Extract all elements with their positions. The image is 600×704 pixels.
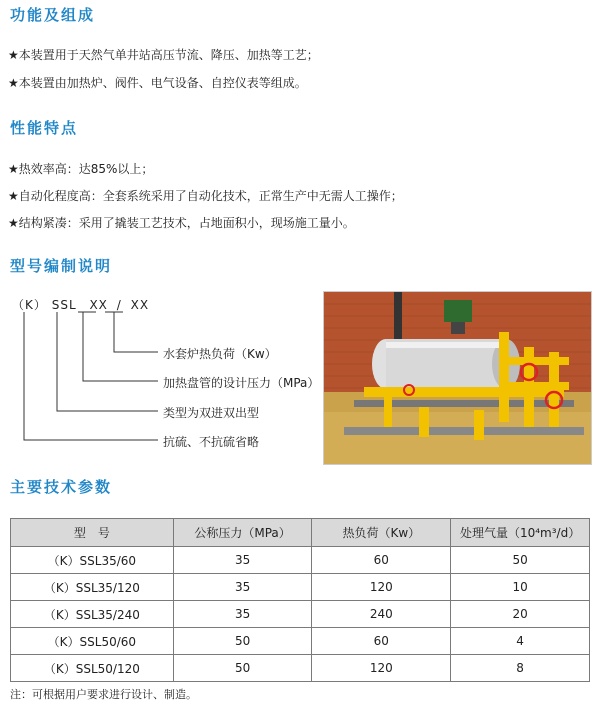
cell-gas-volume: 50 xyxy=(451,547,590,574)
header-gas-volume: 处理气量（10⁴m³/d） xyxy=(451,519,590,547)
cell-model: （K）SSL35/240 xyxy=(11,601,174,628)
legend-heat-load: 水套炉热负荷（Kw） xyxy=(163,347,277,361)
cell-heat-load: 120 xyxy=(312,655,451,682)
table-row xyxy=(11,655,590,682)
model-code-slash: / xyxy=(116,298,122,312)
cell-pressure: 35 xyxy=(173,601,312,628)
legend-sulfur: 抗硫、不抗硫省略 xyxy=(163,435,260,449)
model-code-pressure: XX xyxy=(89,298,108,312)
legend-type: 类型为双进双出型 xyxy=(163,406,260,420)
cell-gas-volume: 20 xyxy=(451,601,590,628)
features-item-1: ★热效率高：达85%以上； xyxy=(8,162,154,176)
table-row xyxy=(11,547,590,574)
params-note: 注：可根据用户要求进行设计、制造。 xyxy=(10,688,197,701)
model-code-k: （K） xyxy=(12,298,47,312)
cell-model: （K）SSL50/120 xyxy=(11,655,174,682)
features-item-3: ★结构紧凑：采用了撬装工艺技术，占地面积小，现场施工量小。 xyxy=(8,216,355,230)
section-title-features: 性能特点 xyxy=(10,119,79,137)
cell-pressure: 50 xyxy=(173,655,312,682)
section-title-model: 型号编制说明 xyxy=(10,257,113,275)
table-row xyxy=(11,628,590,655)
cell-model: （K）SSL35/120 xyxy=(11,574,174,601)
cell-pressure: 50 xyxy=(173,628,312,655)
function-item-1: ★本装置用于天然气单井站高压节流、降压、加热等工艺； xyxy=(8,48,319,62)
cell-gas-volume: 10 xyxy=(451,574,590,601)
function-item-2: ★本装置由加热炉、阀件、电气设备、自控仪表等组成。 xyxy=(8,76,307,90)
cell-pressure: 35 xyxy=(173,547,312,574)
cell-heat-load: 240 xyxy=(312,601,451,628)
header-model: 型 号 xyxy=(11,519,174,547)
params-table-header-row xyxy=(11,519,590,547)
model-code-ssl: SSL xyxy=(51,298,77,312)
cell-heat-load: 120 xyxy=(312,574,451,601)
section-title-function: 功能及组成 xyxy=(10,6,96,24)
cell-heat-load: 60 xyxy=(312,547,451,574)
header-heat-load: 热负荷（Kw） xyxy=(312,519,451,547)
table-row xyxy=(11,601,590,628)
cell-model: （K）SSL50/60 xyxy=(11,628,174,655)
cell-pressure: 35 xyxy=(173,574,312,601)
cell-gas-volume: 8 xyxy=(451,655,590,682)
features-item-2: ★自动化程度高：全套系统采用了自动化技术，正常生产中无需人工操作； xyxy=(8,189,403,203)
table-row xyxy=(11,574,590,601)
header-pressure: 公称压力（MPa） xyxy=(173,519,312,547)
cell-gas-volume: 4 xyxy=(451,628,590,655)
model-code-heat: XX xyxy=(130,298,150,312)
equipment-photo xyxy=(323,291,592,465)
cell-heat-load: 60 xyxy=(312,628,451,655)
section-title-params: 主要技术参数 xyxy=(10,478,113,496)
cell-model: （K）SSL35/60 xyxy=(11,547,174,574)
params-table xyxy=(10,518,590,682)
legend-pressure: 加热盘管的设计压力（MPa） xyxy=(163,376,320,390)
